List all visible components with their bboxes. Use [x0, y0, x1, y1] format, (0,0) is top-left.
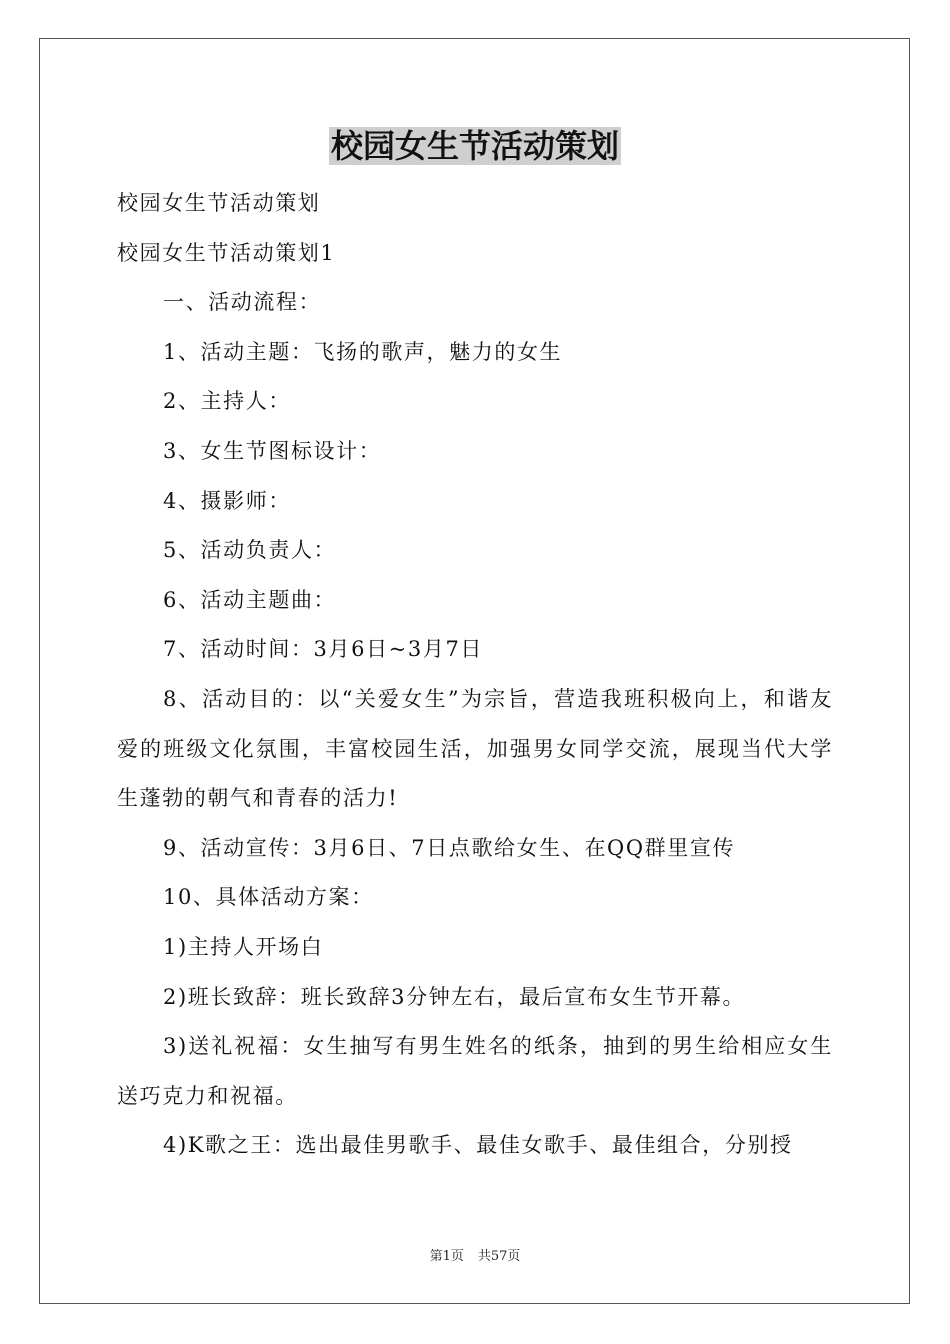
- paragraph: 1、活动主题：飞扬的歌声，魅力的女生: [163, 339, 563, 364]
- paragraph: 8、活动目的：以“关爱女生”为宗旨，营造我班积极向上，和谐友爱的班级文化氛围，丰富校园生活，加强男女同学交流，展现当代大学生蓬勃的朝气和青春的活力!: [117, 686, 833, 811]
- paragraph: 校园女生节活动策划: [117, 191, 321, 215]
- paragraph: 4)K歌之王：选出最佳男歌手、最佳女歌手、最佳组合，分别授: [163, 1133, 793, 1158]
- paragraph: 7、活动时间：3月6日~3月7日: [163, 637, 483, 662]
- paragraph: 2、主持人：: [163, 389, 291, 414]
- document-title-text: 校园女生节活动策划: [330, 127, 619, 165]
- page-footer: [0, 1248, 950, 1266]
- paragraph: 一、活动流程：: [163, 290, 322, 315]
- paragraph: 9、活动宣传：3月6日、7日点歌给女生、在QQ群里宣传: [163, 835, 736, 860]
- paragraph: 10、具体活动方案：: [163, 885, 374, 910]
- paragraph: 1)主持人开场白: [163, 934, 324, 959]
- paragraph: 3)送礼祝福：女生抽写有男生姓名的纸条，抽到的男生给相应女生送巧克力和祝福。: [117, 1034, 833, 1108]
- page-total: 共57页: [477, 1249, 521, 1264]
- paragraph: 5、活动负责人：: [163, 538, 337, 563]
- paragraph: 6、活动主题曲：: [163, 587, 337, 612]
- paragraph: 4、摄影师：: [163, 488, 291, 513]
- paragraph: 3、女生节图标设计：: [163, 438, 382, 463]
- document-body: [117, 179, 833, 1171]
- paragraph: 校园女生节活动策划1: [117, 240, 336, 265]
- page-number: 第1页: [429, 1249, 464, 1264]
- paragraph: 2)班长致辞：班长致辞3分钟左右，最后宣布女生节开幕。: [163, 984, 746, 1009]
- document-title: [0, 124, 950, 168]
